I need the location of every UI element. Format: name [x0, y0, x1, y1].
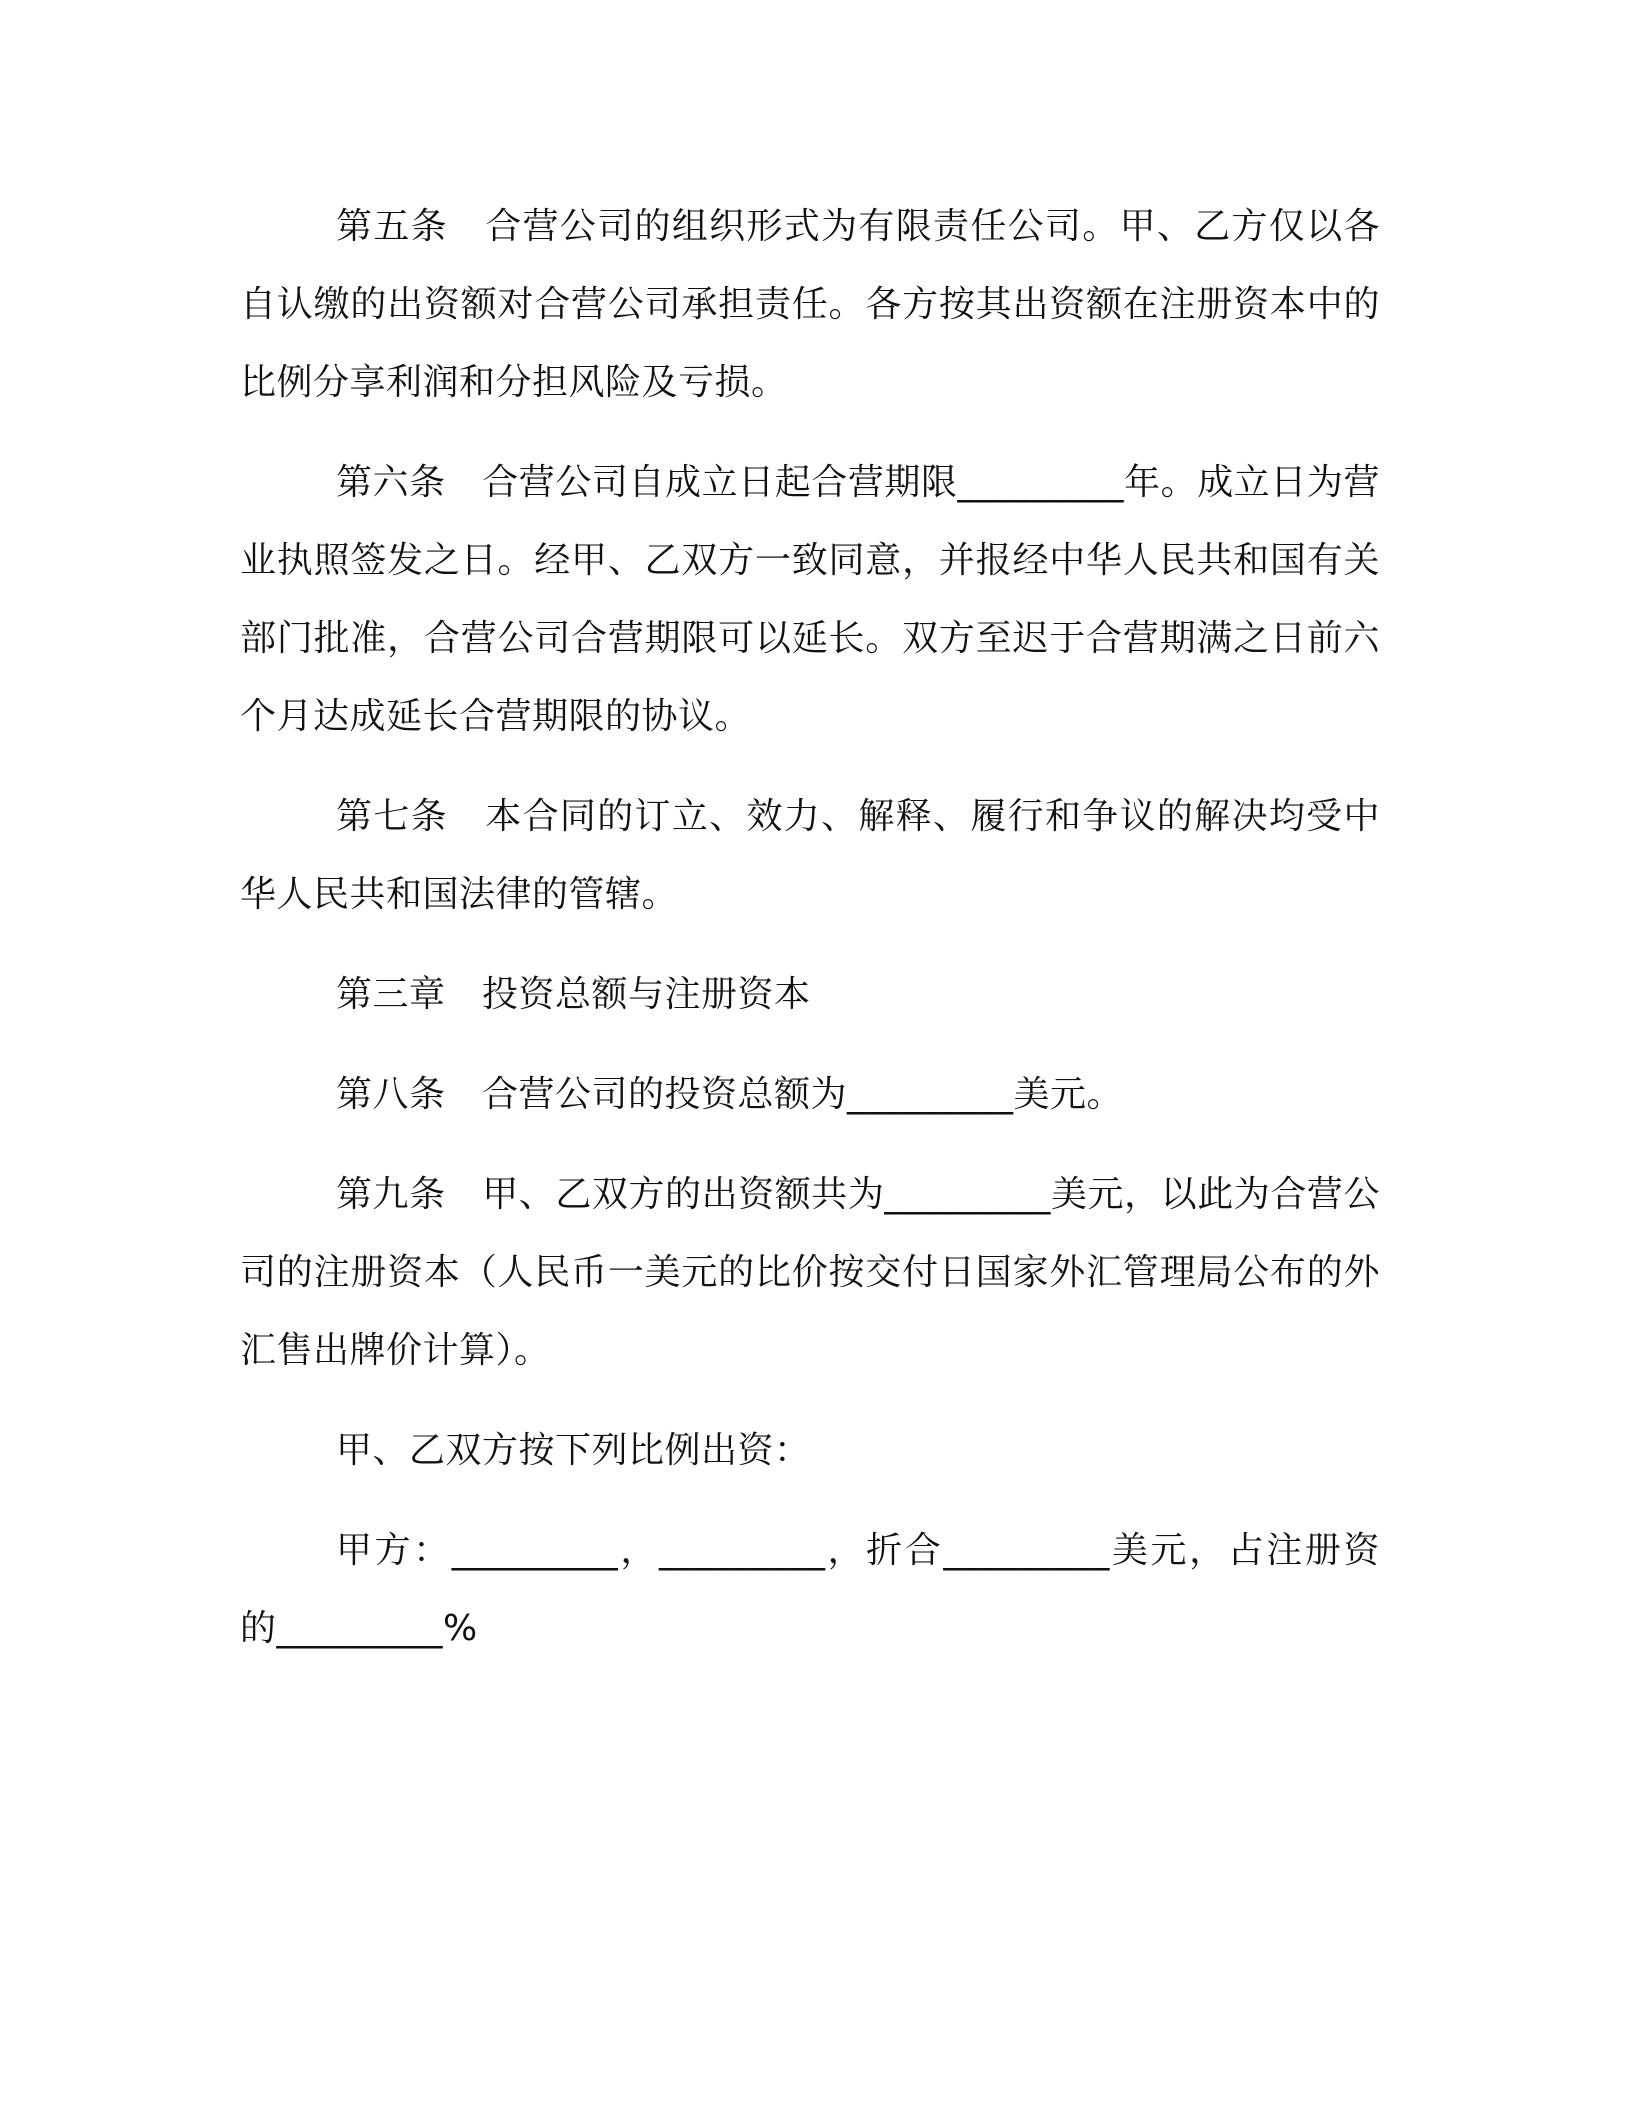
article-9: 第九条 甲、乙双方的出资额共为_________美元，以此为合营公司的注册资本（人民币一美元的比价按交付日国家外汇管理局公布的外汇售出牌价计算）。 [240, 1174, 1380, 1371]
document-body [240, 188, 1380, 1690]
article-7: 第七条 本合同的订立、效力、解释、履行和争议的解决均受中华人民共和国法律的管辖。 [240, 796, 1380, 915]
contribution-intro: 甲、乙双方按下列比例出资： [336, 1430, 811, 1471]
article-6: 第六条 合营公司自成立日起合营期限_________年。成立日为营业执照签发之日。经甲、乙双方一致同意，并报经中华人民共和国有关部门批准，合营公司合营期限可以延长。双方至迟于合营期满之日前六个月达成延长合营期限的协议。 [240, 462, 1380, 737]
chapter-3-heading: 第三章 投资总额与注册资本 [336, 974, 811, 1015]
article-5: 第五条 合营公司的组织形式为有限责任公司。甲、乙方仅以各自认缴的出资额对合营公司承担责任。各方按其出资额在注册资本中的比例分享利润和分担风险及亏损。 [240, 206, 1380, 403]
article-8: 第八条 合营公司的投资总额为_________美元。 [336, 1074, 1124, 1115]
party-a-contribution: 甲方：_________，_________，折合_________美元，占注册资的_________% [240, 1530, 1380, 1649]
